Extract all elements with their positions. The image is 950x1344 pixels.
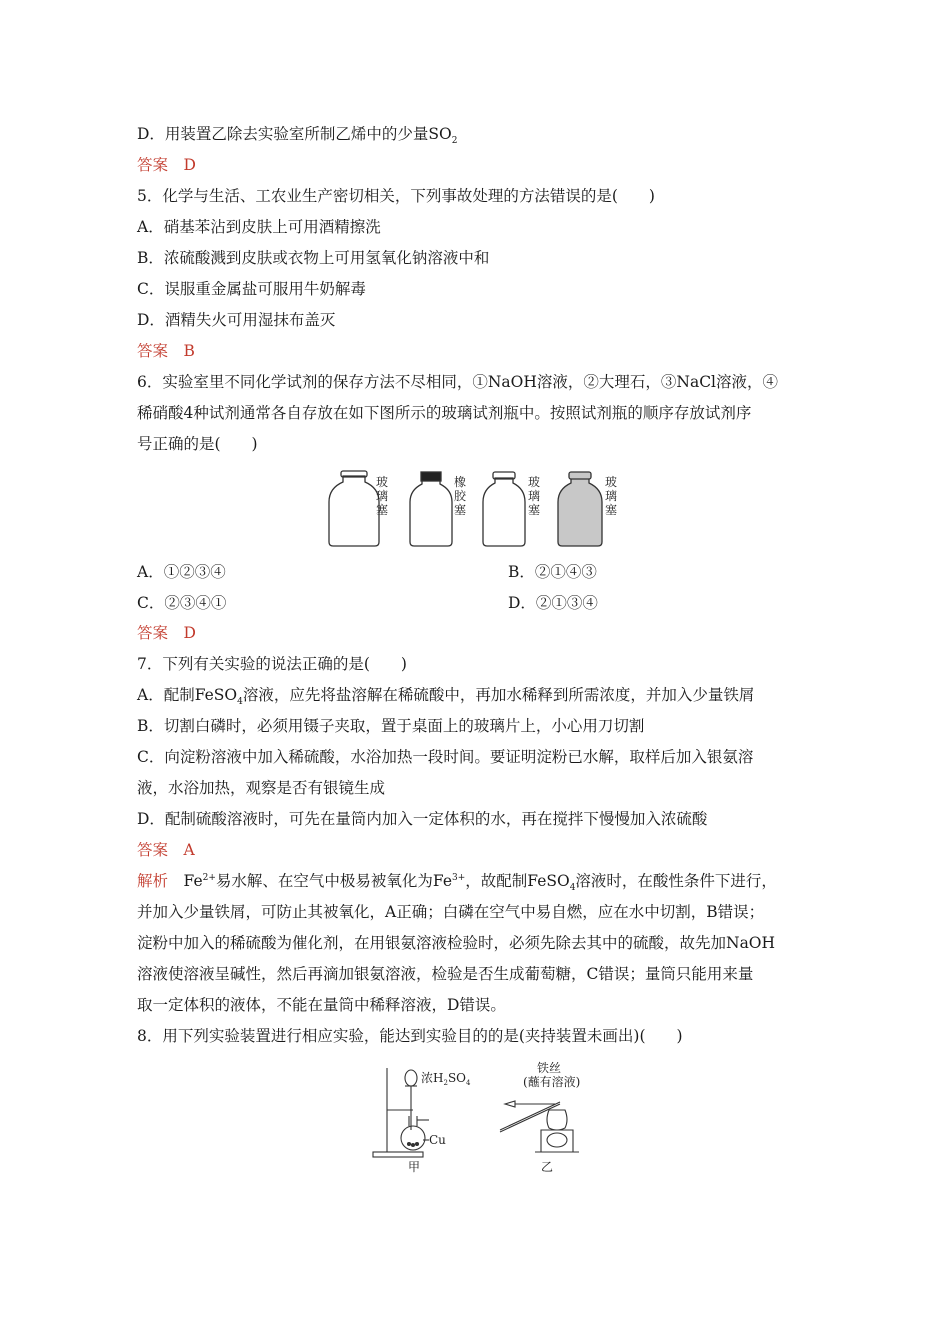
q6-option-c: C．②③④① (137, 594, 227, 612)
bottle-4-label-1: 玻 (605, 475, 618, 489)
q4-answer: 答案 D (137, 156, 196, 174)
bottle-4-label-2: 璃 (605, 489, 618, 503)
q7-option-b: B．切割白磷时，必须用镊子夹取，置于桌面上的玻璃片上，小心用刀切割 (137, 717, 645, 735)
apparatus-figure (365, 1060, 605, 1175)
bottle-2-label-2: 胶 (454, 489, 467, 503)
q6-stem-line-1: 6．实验室里不同化学试剂的保存方法不尽相同，①NaOH溶液，②大理石，③NaCl溶液，④ (137, 373, 779, 391)
bottle-2-label-3: 塞 (454, 503, 467, 517)
q8-stem: 8．用下列实验装置进行相应实验，能达到实验目的的是(夹持装置未画出)( ) (137, 1027, 683, 1045)
q7-option-d: D．配制硫酸溶液时，可先在量筒内加入一定体积的水，再在搅拌下慢慢加入浓硫酸 (137, 810, 708, 828)
q7-analysis-line-4: 溶液使溶液呈碱性，然后再滴加银氨溶液，检验是否生成葡萄糖，C错误；量筒只能用来量 (137, 965, 754, 983)
bottle-1 (329, 471, 379, 546)
jia-acid-label: 浓$H_2SO_4$ (421, 1071, 471, 1087)
q5-option-c: C．误服重金属盐可服用牛奶解毒 (137, 280, 366, 298)
bottle-3 (483, 472, 525, 546)
q7-stem: 7．下列有关实验的说法正确的是( ) (137, 655, 407, 673)
jia-caption: 甲 (408, 1160, 421, 1174)
q6-option-b: B．②①④③ (508, 563, 597, 581)
q6-option-d: D．②①③④ (508, 594, 598, 612)
bottle-1-label-3: 塞 (376, 503, 389, 517)
q6-stem-line-3: 号正确的是( ) (137, 435, 258, 453)
apparatus-yi (500, 1101, 579, 1152)
q4-option-d: D．用装置乙除去实验室所制乙烯中的少量$SO_2$ (137, 125, 458, 147)
bottle-1-label-1: 玻 (376, 475, 389, 489)
bottle-3-label-2: 璃 (528, 489, 541, 503)
bottle-3-label-3: 塞 (528, 503, 541, 517)
yi-wire-label: 铁丝 (537, 1061, 562, 1075)
q5-option-d: D．酒精失火可用湿抹布盖灭 (137, 311, 336, 329)
bottle-2 (410, 472, 452, 546)
q7-analysis-line-5: 取一定体积的液体，不能在量筒中稀释溶液，D错误。 (137, 996, 506, 1014)
q6-stem-line-2: 稀硝酸4种试剂通常各自存放在如下图所示的玻璃试剂瓶中。按照试剂瓶的顺序存放试剂序 (137, 404, 752, 422)
q6-option-a: A．①②③④ (137, 563, 226, 581)
bottle-2-label-1: 橡 (454, 475, 467, 489)
q5-option-b: B．浓硫酸溅到皮肤或衣物上可用氢氧化钠溶液中和 (137, 249, 490, 267)
yi-caption: 乙 (541, 1160, 554, 1174)
bottle-3-label-1: 玻 (528, 475, 541, 489)
q7-analysis-line-1: 解析 $Fe^{2+}$易水解、在空气中极易被氧化为$Fe^{3+}$，故配制FeSO$_4$溶液时，在酸性条件下进行， (137, 872, 777, 894)
q7-option-c-line-1: C．向淀粉溶液中加入稀硫酸，水浴加热一段时间。要证明淀粉已水解，取样后加入银氨溶 (137, 748, 754, 766)
jia-cu-label: Cu (429, 1133, 446, 1147)
reagent-bottles-figure (325, 468, 625, 550)
bottle-4-label-3: 塞 (605, 503, 618, 517)
bottle-1-label-2: 璃 (376, 489, 389, 503)
q7-analysis-line-3: 淀粉中加入的稀硫酸为催化剂，在用银氨溶液检验时，必须先除去其中的硫酸，故先加NaOH (137, 934, 776, 952)
q5-stem: 5．化学与生活、工农业生产密切相关，下列事故处理的方法错误的是( ) (137, 187, 655, 205)
q7-analysis-line-2: 并加入少量铁屑，可防止其被氧化，A正确；白磷在空气中易自燃，应在水中切割，B错误； (137, 903, 765, 921)
q5-option-a: A．硝基苯沾到皮肤上可用酒精擦洗 (137, 218, 381, 236)
q7-answer: 答案 A (137, 841, 195, 859)
yi-note-label: (蘸有溶液) (523, 1075, 581, 1089)
q5-answer: 答案 B (137, 342, 195, 360)
q7-option-a: A．配制FeSO$_4$溶液，应先将盐溶解在稀硫酸中，再加水稀释到所需浓度，并加入少量铁屑 (137, 686, 755, 708)
bottle-4 (558, 472, 602, 546)
q7-option-c-line-2: 液，水浴加热，观察是否有银镜生成 (137, 779, 386, 797)
q6-answer: 答案 D (137, 624, 196, 642)
